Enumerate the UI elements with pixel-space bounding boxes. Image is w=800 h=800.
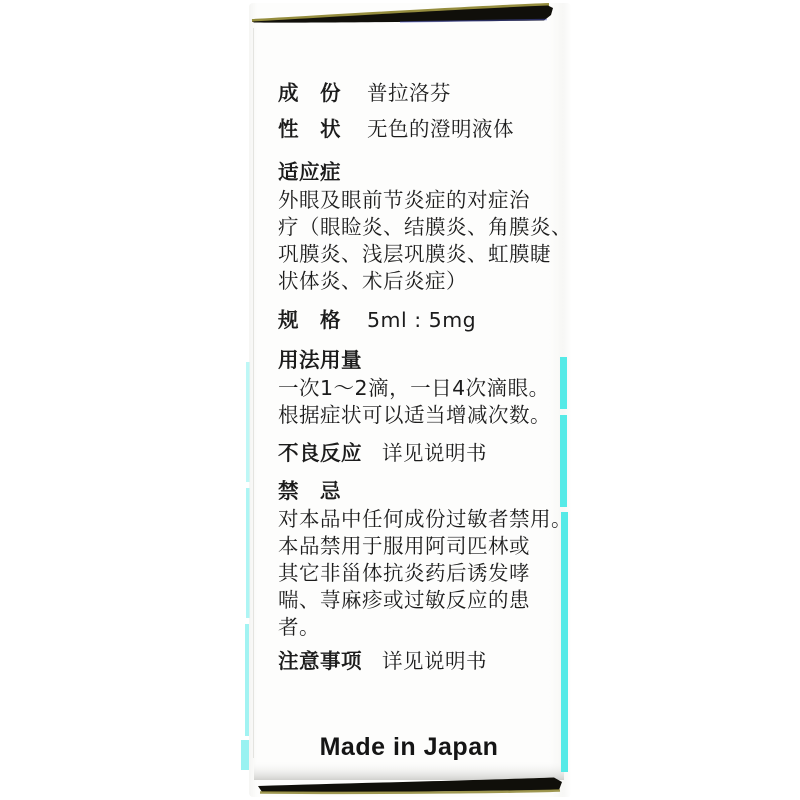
adverse-reactions-value: 详见说明书 xyxy=(382,441,487,465)
contraindications-line: 喘、荨麻疹或过敏反应的患 xyxy=(278,588,530,612)
indications-heading: 适应症 xyxy=(278,160,341,184)
right-cyan-stripe-2 xyxy=(560,415,567,507)
specification-label: 规 格 xyxy=(278,308,341,332)
adverse-reactions-row xyxy=(278,441,487,466)
ingredient-row xyxy=(278,81,451,106)
contraindications-line: 其它非甾体抗炎药后诱发哮 xyxy=(278,561,530,585)
property-row xyxy=(278,117,514,142)
indications-line: 外眼及眼前节炎症的对症治 xyxy=(278,188,530,212)
contraindications-line: 本品禁用于服用阿司匹林或 xyxy=(278,534,530,558)
dosage-line: 一次1～2滴，一日4次滴眼。 xyxy=(278,376,550,400)
left-cyan-stripe-3 xyxy=(245,624,249,736)
ingredient-label: 成 份 xyxy=(278,81,341,105)
precautions-row xyxy=(278,649,487,674)
left-cyan-corner-patch xyxy=(241,740,249,770)
precautions-value: 详见说明书 xyxy=(382,649,487,673)
made-in-japan-text: Made in Japan xyxy=(319,733,499,761)
right-cyan-stripe-1 xyxy=(560,357,567,409)
contraindications-heading: 禁 忌 xyxy=(278,479,341,503)
dosage-heading: 用法用量 xyxy=(278,348,362,372)
property-label: 性 状 xyxy=(278,117,341,141)
indications-line: 巩膜炎、浅层巩膜炎、虹膜睫 xyxy=(278,242,551,266)
contraindications-line: 者。 xyxy=(278,615,320,639)
precautions-heading: 注意事项 xyxy=(278,649,362,673)
left-cyan-stripe-1 xyxy=(246,362,250,482)
property-value: 无色的澄明液体 xyxy=(367,117,514,141)
left-cyan-stripe-2 xyxy=(246,488,250,618)
ingredient-value: 普拉洛芬 xyxy=(367,81,451,105)
specification-value: 5ml : 5mg xyxy=(367,308,477,332)
contraindications-line: 对本品中任何成份过敏者禁用。 xyxy=(278,507,572,531)
indications-line: 状体炎、术后炎症） xyxy=(278,269,467,293)
bottom-shadow xyxy=(254,760,564,780)
adverse-reactions-heading: 不良反应 xyxy=(278,441,362,465)
indications-line: 疗（眼睑炎、结膜炎、角膜炎、 xyxy=(278,215,572,239)
dosage-line: 根据症状可以适当增减次数。 xyxy=(278,403,551,427)
specification-row xyxy=(278,308,476,333)
